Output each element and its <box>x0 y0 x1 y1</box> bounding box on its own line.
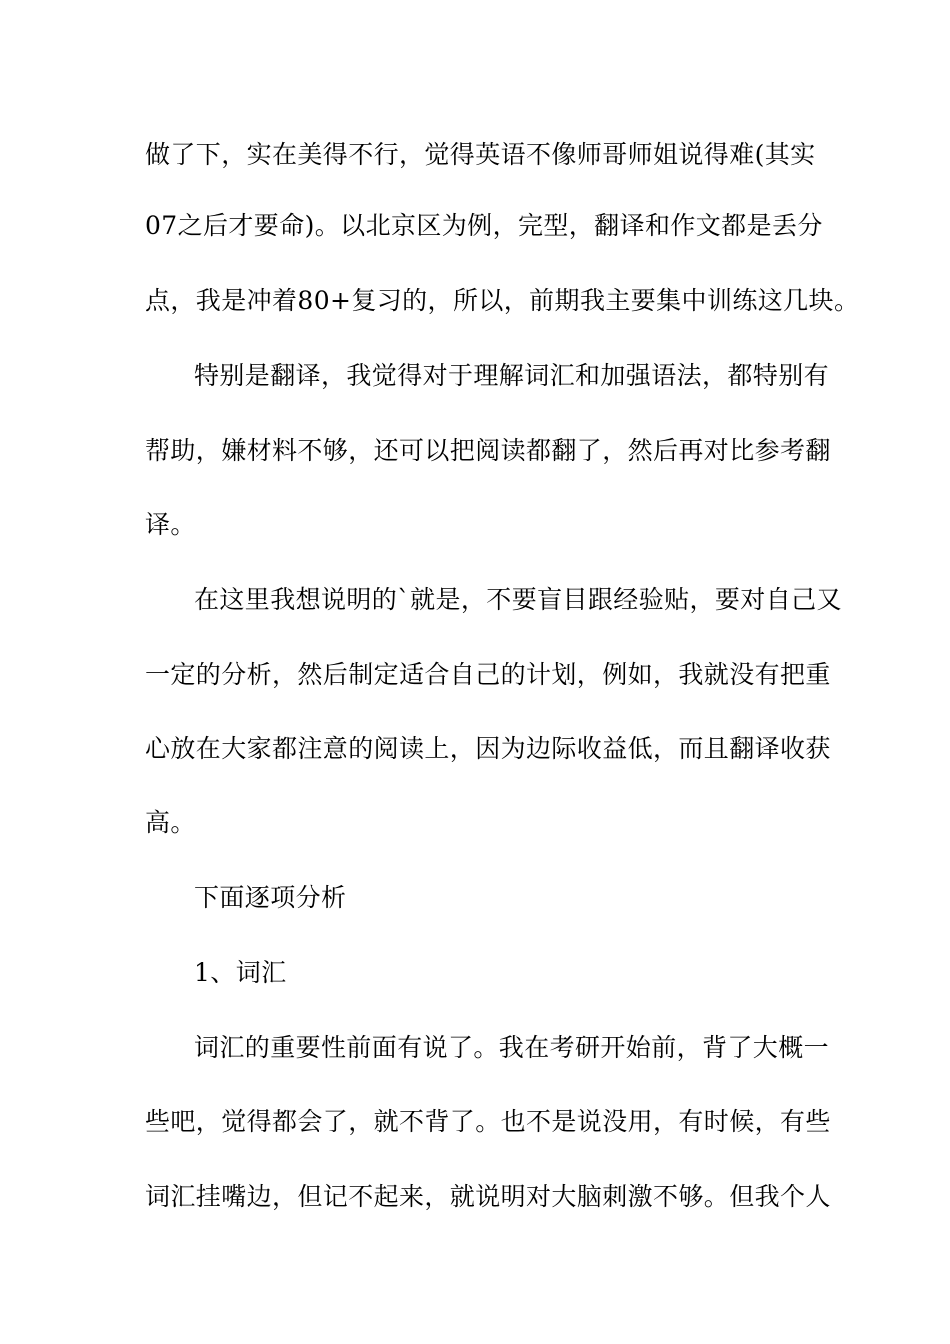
text-line: 一定的分析，然后制定适合自己的计划，例如，我就没有把重 <box>145 660 831 689</box>
text-line: 心放在大家都注意的阅读上，因为边际收益低，而且翻译收获 <box>145 734 831 763</box>
text-line: 做了下，实在美得不行，觉得英语不像师哥师姐说得难(其实 <box>145 140 816 169</box>
text-line: 些吧，觉得都会了，就不背了。也不是说没用，有时候，有些 <box>145 1107 831 1136</box>
text-line: 词汇挂嘴边，但记不起来，就说明对大脑刺激不够。但我个人 <box>145 1182 831 1211</box>
paragraph-first-line: 在这里我想说明的`就是，不要盲目跟经验贴，要对自己又 <box>194 585 842 614</box>
text-line: 译。 <box>145 510 196 539</box>
section-heading: 下面逐项分析 <box>194 883 347 912</box>
subsection-heading: 1、词汇 <box>194 958 287 987</box>
text-line: 点，我是冲着80+复习的，所以，前期我主要集中训练这几块。 <box>145 286 860 315</box>
text-line: 07之后才要命)。以北京区为例，完型，翻译和作文都是丢分 <box>145 211 823 240</box>
text-line: 高。 <box>145 808 196 837</box>
paragraph-first-line: 词汇的重要性前面有说了。我在考研开始前，背了大概一 <box>194 1033 830 1062</box>
text-line: 帮助，嫌材料不够，还可以把阅读都翻了，然后再对比参考翻 <box>145 436 831 465</box>
paragraph-first-line: 特别是翻译，我觉得对于理解词汇和加强语法，都特别有 <box>194 361 830 390</box>
